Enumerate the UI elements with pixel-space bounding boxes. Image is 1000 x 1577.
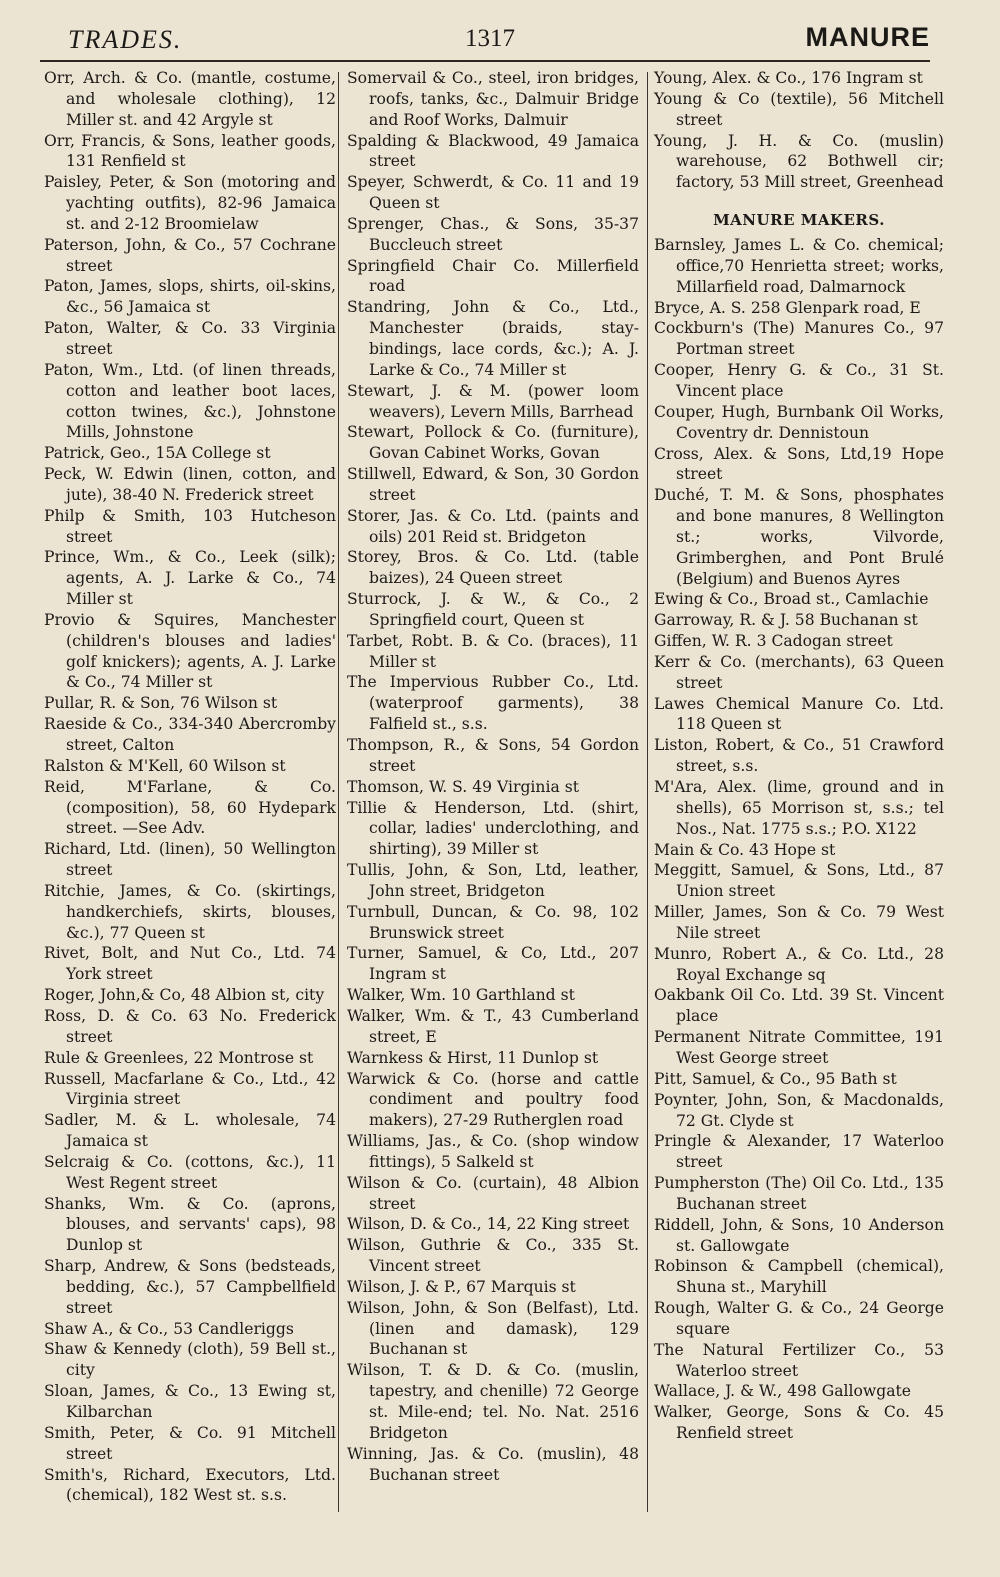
directory-entry: Oakbank Oil Co. Ltd. 39 St. Vincent place (654, 986, 944, 1026)
directory-entry: Riddell, John, & Sons, 10 Anderson st. Gallowgate (654, 1215, 944, 1255)
column-divider (338, 72, 339, 1512)
directory-entry: Springfield Chair Co. Millerfield road (347, 256, 639, 296)
directory-entry: Speyer, Schwerdt, & Co. 11 and 19 Queen st (347, 173, 639, 213)
page-number: 1317 (465, 25, 515, 52)
directory-entry: Williams, Jas., & Co. (shop window fittings), 5 Salkeld st (347, 1132, 639, 1171)
column-1 (44, 68, 336, 1506)
directory-entry: Duché, T. M. & Sons, phosphates and bone manures, 8 Wellington st.; works, Vilvorde, Grimberghen, and Pont Brulé (Belgium) and Buenos Ayres (654, 486, 944, 588)
directory-entry: Stewart, J. & M. (power loom weavers), Levern Mills, Barrhead (347, 381, 639, 421)
directory-entry: Bryce, A. S. 258 Glenpark road, E (654, 298, 921, 317)
directory-entry: Walker, George, Sons & Co. 45 Renfield street (654, 1403, 944, 1443)
directory-entry: Meggitt, Samuel, & Sons, Ltd., 87 Union street (654, 861, 944, 901)
directory-entry: Russell, Macfarlane & Co., Ltd., 42 Virginia street (44, 1069, 336, 1109)
directory-entry: Tarbet, Robt. B. & Co. (braces), 11 Miller st (347, 631, 639, 671)
directory-entry: Pumpherston (The) Oil Co. Ltd., 135 Buchanan street (654, 1174, 944, 1213)
directory-entry: Selcraig & Co. (cottons, &c.), 11 West Regent street (44, 1152, 336, 1192)
directory-entry: Liston, Robert, & Co., 51 Crawford street, s.s. (654, 736, 944, 776)
directory-entry: Permanent Nitrate Committee, 191 West George street (654, 1028, 944, 1067)
directory-entry: Lawes Chemical Manure Co. Ltd. 118 Queen st (654, 694, 944, 734)
directory-entry: Stewart, Pollock & Co. (furniture), Govan Cabinet Works, Govan (347, 423, 639, 463)
directory-entry: Tillie & Henderson, Ltd. (shirt, collar, ladies' underclothing, and shirting), 39 Miller st (347, 798, 639, 859)
directory-entry: Walker, Wm. 10 Garthland st (347, 986, 575, 1005)
directory-entry: Smith, Peter, & Co. 91 Mitchell street (44, 1423, 336, 1463)
directory-entry: Paisley, Peter, & Son (motoring and yachting outfits), 82-96 Jamaica st. and 2-12 Broomielaw (44, 173, 336, 233)
directory-entry: Young & Co (textile), 56 Mitchell street (654, 89, 944, 129)
column-3 (654, 68, 944, 1444)
running-head-left: TRADES. (68, 25, 183, 54)
directory-entry: Turnbull, Duncan, & Co. 98, 102 Brunswick street (347, 902, 639, 942)
directory-entry: Paton, James, slops, shirts, oil-skins, &c., 56 Jamaica st (44, 277, 336, 317)
directory-entry: Roger, John,& Co, 48 Albion st, city (44, 986, 325, 1005)
directory-entry: Spalding & Blackwood, 49 Jamaica street (347, 131, 639, 171)
directory-entry: Raeside & Co., 334-340 Abercromby street, Calton (44, 715, 336, 754)
directory-entry: Orr, Francis, & Sons, leather goods, 131 Renfield st (44, 131, 336, 171)
directory-entry: Cooper, Henry G. & Co., 31 St. Vincent place (654, 361, 944, 400)
directory-entry: Warwick & Co. (horse and cattle condiment and poultry food makers), 27-29 Rutherglen road (347, 1069, 639, 1130)
directory-entry: Pullar, R. & Son, 76 Wilson st (44, 694, 278, 713)
directory-entry: Winning, Jas. & Co. (muslin), 48 Buchanan street (347, 1444, 639, 1484)
directory-entry: Robinson & Campbell (chemical), Shuna st., Maryhill (654, 1257, 944, 1297)
column-2 (347, 68, 639, 1485)
directory-entry: Thompson, R., & Sons, 54 Gordon street (347, 736, 639, 775)
directory-entry: Pitt, Samuel, & Co., 95 Bath st (654, 1069, 897, 1088)
directory-entry: Couper, Hugh, Burnbank Oil Works, Coventry dr. Dennistoun (654, 402, 944, 442)
directory-entry: Storey, Bros. & Co. Ltd. (table baizes), 24 Queen street (347, 548, 639, 588)
directory-entry: Smith's, Richard, Executors, Ltd. (chemical), 182 West st. s.s. (44, 1465, 336, 1505)
directory-entry: Warnkess & Hirst, 11 Dunlop st (347, 1048, 599, 1067)
directory-entry: Wilson, John, & Son (Belfast), Ltd. (linen and damask), 129 Buchanan st (347, 1298, 639, 1359)
directory-entry: Peck, W. Edwin (linen, cotton, and jute), 38-40 N. Frederick street (44, 465, 336, 504)
directory-entry: Wilson, T. & D. & Co. (muslin, tapestry, and chenille) 72 George st. Mile-end; tel. No. Nat. 2516 Bridgeton (347, 1361, 639, 1442)
page-header (40, 20, 930, 60)
directory-entry: The Impervious Rubber Co., Ltd. (waterproof garments), 38 Falfield st., s.s. (347, 673, 639, 734)
directory-entry: Shaw & Kennedy (cloth), 59 Bell st., city (44, 1340, 336, 1380)
directory-entry: Orr, Arch. & Co. (mantle, costume, and wholesale clothing), 12 Miller st. and 42 Argyle st (44, 69, 336, 129)
directory-entry: Ewing & Co., Broad st., Camlachie (654, 590, 929, 609)
directory-entry: Shaw A., & Co., 53 Candleriggs (44, 1319, 294, 1338)
directory-entry: Philp & Smith, 103 Hutcheson street (44, 506, 336, 546)
column-3-top-entries (654, 68, 944, 193)
column-divider (647, 72, 648, 1512)
directory-entry: Wilson, Guthrie & Co., 335 St. Vincent street (347, 1236, 639, 1276)
directory-entry: Paterson, John, & Co., 57 Cochrane street (44, 235, 336, 275)
directory-entry: Wilson, D. & Co., 14, 22 King street (347, 1215, 630, 1234)
directory-entry: Ritchie, James, & Co. (skirtings, handkerchiefs, skirts, blouses, &c.), 77 Queen st (44, 881, 336, 942)
directory-entry: Storer, Jas. & Co. Ltd. (paints and oils) 201 Reid st. Bridgeton (347, 506, 639, 546)
directory-entry: Barnsley, James L. & Co. chemical; office,70 Henrietta street; works, Millarfield road, Dalmarnock (654, 236, 944, 296)
directory-entry: Richard, Ltd. (linen), 50 Wellington street (44, 840, 336, 880)
directory-entry: Thomson, W. S. 49 Virginia st (347, 777, 579, 796)
directory-entry: M'Ara, Alex. (lime, ground and in shells), 65 Morrison st, s.s.; tel Nos., Nat. 1775 s.s.; P.O. X122 (654, 778, 944, 838)
directory-entry: Provio & Squires, Manchester (children's blouses and ladies' golf knickers); agents, A. J. Larke & Co., 74 Miller st (44, 610, 336, 692)
directory-entry: Turner, Samuel, & Co, Ltd., 207 Ingram st (347, 944, 639, 984)
directory-entry: Main & Co. 43 Hope st (654, 840, 836, 859)
directory-entry: Wilson & Co. (curtain), 48 Albion street (347, 1173, 639, 1213)
directory-entry: Sturrock, J. & W., & Co., 2 Springfield court, Queen st (347, 590, 639, 629)
running-head-right: MANURE (805, 22, 930, 52)
directory-entry: Walker, Wm. & T., 43 Cumberland street, E (347, 1006, 639, 1046)
header-rule (40, 60, 930, 62)
directory-entry: Poynter, John, Son, & Macdonalds, 72 Gt. Clyde st (654, 1090, 944, 1130)
directory-entry: Wallace, J. & W., 498 Gallowgate (654, 1382, 912, 1401)
section-heading: MANURE MAKERS. (713, 211, 885, 230)
directory-entry: Tullis, John, & Son, Ltd, leather, John street, Bridgeton (347, 861, 639, 900)
directory-entry: Sprenger, Chas., & Sons, 35-37 Buccleuch street (347, 214, 639, 254)
directory-entry: Cross, Alex. & Sons, Ltd,19 Hope street (654, 444, 944, 484)
directory-entry: Paton, Wm., Ltd. (of linen threads, cotton and leather boot laces, cotton twines, &c.), Johnstone Mills, Johnstone (44, 360, 336, 442)
directory-entry: Munro, Robert A., & Co. Ltd., 28 Royal Exchange sq (654, 944, 944, 984)
directory-entry: Prince, Wm., & Co., Leek (silk); agents, A. J. Larke & Co., 74 Miller st (44, 548, 336, 609)
directory-entry: Cockburn's (The) Manures Co., 97 Portman street (654, 319, 944, 359)
directory-entry: Ralston & M'Kell, 60 Wilson st (44, 756, 286, 775)
directory-entry: Patrick, Geo., 15A College st (44, 444, 271, 463)
directory-entry: Sadler, M. & L. wholesale, 74 Jamaica st (44, 1111, 336, 1151)
directory-entry: Paton, Walter, & Co. 33 Virginia street (44, 319, 336, 358)
directory-entry: Kerr & Co. (merchants), 63 Queen street (654, 652, 944, 692)
directory-entry: Wilson, J. & P., 67 Marquis st (347, 1277, 576, 1296)
directory-entry: Young, J. H. & Co. (muslin) warehouse, 62 Bothwell cir; factory, 53 Mill street, Greenhead (654, 131, 944, 192)
directory-entry: Standring, John & Co., Ltd., Manchester (braids, stay-bindings, lace cords, &c.); A. J. Larke & Co., 74 Miller st (347, 298, 639, 379)
directory-entry: Shanks, Wm. & Co. (aprons, blouses, and servants' caps), 98 Dunlop st (44, 1194, 336, 1255)
directory-entry: Rough, Walter G. & Co., 24 George square (654, 1299, 944, 1338)
directory-entry: Reid, M'Farlane, & Co. (composition), 58, 60 Hydepark street. —See Adv. (44, 777, 336, 838)
directory-entry: The Natural Fertilizer Co., 53 Waterloo street (654, 1340, 944, 1380)
directory-entry: Sharp, Andrew, & Sons (bedsteads, bedding, &c.), 57 Campbellfield street (44, 1257, 336, 1317)
directory-entry: Giffen, W. R. 3 Cadogan street (654, 632, 893, 651)
directory-entry: Stillwell, Edward, & Son, 30 Gordon street (347, 465, 639, 504)
directory-entry: Sloan, James, & Co., 13 Ewing st, Kilbarchan (44, 1382, 336, 1421)
directory-entry: Ross, D. & Co. 63 No. Frederick street (44, 1006, 336, 1046)
directory-entry: Garroway, R. & J. 58 Buchanan st (654, 611, 918, 630)
directory-entry: Rule & Greenlees, 22 Montrose st (44, 1048, 314, 1067)
column-3-bottom-entries (654, 235, 944, 1444)
directory-entry: Miller, James, Son & Co. 79 West Nile street (654, 903, 944, 942)
directory-entry: Rivet, Bolt, and Nut Co., Ltd. 74 York street (44, 944, 336, 984)
directory-entry: Young, Alex. & Co., 176 Ingram st (654, 69, 923, 87)
directory-entry: Somervail & Co., steel, iron bridges, roofs, tanks, &c., Dalmuir Bridge and Roof Works, Dalmuir (347, 69, 639, 129)
directory-entry: Pringle & Alexander, 17 Waterloo street (654, 1132, 944, 1172)
